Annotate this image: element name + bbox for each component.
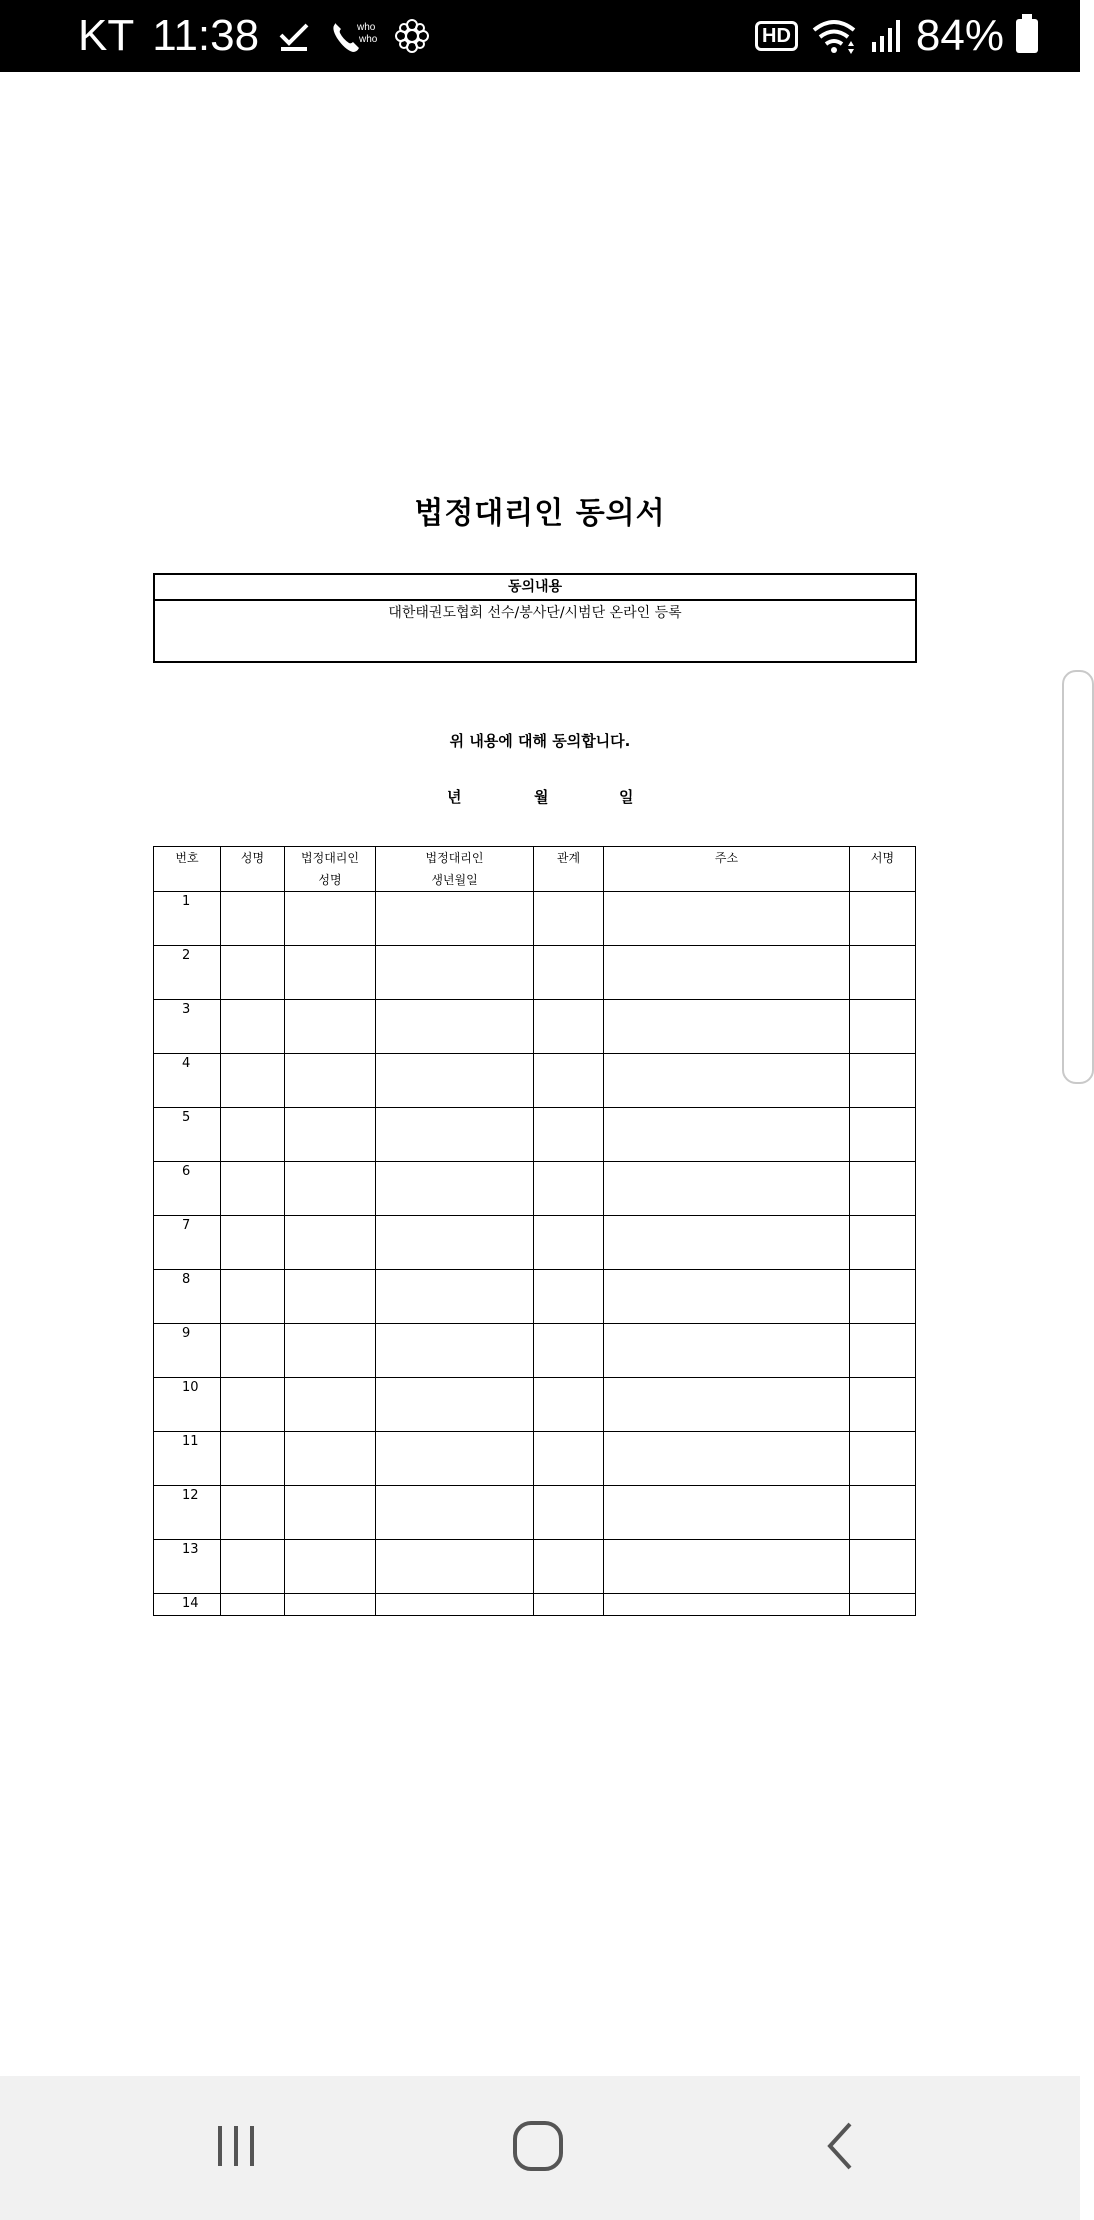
battery-icon: [1016, 19, 1038, 53]
table-cell: [376, 1270, 534, 1324]
table-cell: [850, 1108, 916, 1162]
table-cell: [221, 1108, 285, 1162]
check-icon: [277, 19, 311, 53]
scroll-handle[interactable]: [1062, 670, 1094, 1084]
table-cell: [221, 892, 285, 946]
table-cell: [850, 1270, 916, 1324]
table-cell: [604, 1540, 850, 1594]
table-cell: [604, 1594, 850, 1616]
date-month-label: 월: [534, 788, 549, 806]
table-cell: [376, 1540, 534, 1594]
row-number: 5: [154, 1108, 221, 1162]
table-cell: [221, 1540, 285, 1594]
table-cell: [285, 1270, 376, 1324]
table-cell: [285, 1162, 376, 1216]
status-right: [755, 0, 1038, 72]
table-cell: [285, 892, 376, 946]
table-cell: [376, 1432, 534, 1486]
table-cell: [376, 1162, 534, 1216]
table-cell: [850, 1216, 916, 1270]
signal-icon: [870, 18, 904, 54]
consent-content: 대한태권도협회 선수/봉사단/시범단 온라인 등록: [388, 605, 682, 621]
row-number: 7: [154, 1216, 221, 1270]
table-cell: [285, 1108, 376, 1162]
table-row: [154, 1162, 916, 1216]
col-header-address: 주소: [604, 847, 850, 892]
recent-apps-button[interactable]: [176, 2076, 296, 2220]
row-number: 8: [154, 1270, 221, 1324]
row-number: 2: [154, 946, 221, 1000]
table-cell: [604, 892, 850, 946]
table-cell: [221, 1054, 285, 1108]
table-cell: [285, 1000, 376, 1054]
date-day-label: 일: [619, 788, 634, 806]
navigation-bar: [0, 2076, 1080, 2220]
table-cell: [604, 1432, 850, 1486]
row-number: 13: [154, 1540, 221, 1594]
table-cell: [221, 1432, 285, 1486]
hd-voice-icon: HD: [755, 21, 798, 51]
clock: 11:38: [152, 11, 260, 60]
row-number: 1: [154, 892, 221, 946]
table-cell: [534, 946, 604, 1000]
table-row: [154, 946, 916, 1000]
table-cell: [285, 1594, 376, 1616]
table-row: [154, 1486, 916, 1540]
agree-statement: 위 내용에 대해 동의합니다.: [449, 732, 631, 750]
table-cell: [221, 1378, 285, 1432]
table-cell: [850, 892, 916, 946]
table-cell: [604, 1270, 850, 1324]
table-cell: [376, 1054, 534, 1108]
table-cell: [221, 1270, 285, 1324]
table-cell: [534, 1162, 604, 1216]
back-button[interactable]: [780, 2076, 900, 2220]
table-cell: [604, 1378, 850, 1432]
table-cell: [534, 1108, 604, 1162]
consent-header: 동의내용: [155, 575, 915, 601]
row-number: 6: [154, 1162, 221, 1216]
table-cell: [604, 1324, 850, 1378]
table-cell: [604, 1486, 850, 1540]
table-row: [154, 1432, 916, 1486]
recent-apps-icon: [212, 2122, 260, 2174]
col-header-guardian-birthdate: 법정대리인 생년월일: [376, 847, 534, 892]
table-cell: [221, 946, 285, 1000]
table-cell: [850, 1594, 916, 1616]
table-cell: [285, 946, 376, 1000]
table-cell: [376, 1594, 534, 1616]
row-number: 10: [154, 1378, 221, 1432]
table-cell: [376, 1000, 534, 1054]
table-cell: [534, 1054, 604, 1108]
table-row: [154, 1324, 916, 1378]
table-row: [154, 1000, 916, 1054]
col-header-relation: 관계: [534, 847, 604, 892]
table-row: [154, 1378, 916, 1432]
col-header-name: 성명: [221, 847, 285, 892]
table-cell: [534, 1540, 604, 1594]
table-cell: [534, 1270, 604, 1324]
row-number: 12: [154, 1486, 221, 1540]
table-cell: [285, 1054, 376, 1108]
carrier-label: KT: [78, 11, 135, 60]
table-cell: [221, 1162, 285, 1216]
table-cell: [376, 1324, 534, 1378]
table-cell: [534, 1216, 604, 1270]
table-cell: [376, 1108, 534, 1162]
table-cell: [285, 1432, 376, 1486]
table-row: [154, 1054, 916, 1108]
table-cell: [221, 1324, 285, 1378]
table-cell: [850, 1486, 916, 1540]
table-cell: [604, 946, 850, 1000]
consent-box: [153, 573, 917, 663]
table-cell: [285, 1486, 376, 1540]
table-cell: [376, 946, 534, 1000]
table-cell: [221, 1486, 285, 1540]
table-cell: [534, 892, 604, 946]
who-call-icon: [329, 16, 378, 56]
status-bar: [0, 0, 1080, 72]
home-icon: [512, 2120, 564, 2176]
row-number: 14: [154, 1594, 221, 1616]
document-title: 법정대리인 동의서: [414, 496, 666, 531]
col-header-signature: 서명: [850, 847, 916, 892]
table-cell: [850, 1432, 916, 1486]
row-number: 4: [154, 1054, 221, 1108]
table-cell: [534, 1594, 604, 1616]
signers-table: [153, 846, 916, 1616]
table-cell: [376, 1216, 534, 1270]
table-cell: [604, 1054, 850, 1108]
svg-text:who: who: [359, 34, 378, 45]
table-row: [154, 1108, 916, 1162]
table-cell: [850, 1378, 916, 1432]
table-row: [154, 1216, 916, 1270]
table-cell: [604, 1000, 850, 1054]
table-row: [154, 1540, 916, 1594]
table-cell: [604, 1162, 850, 1216]
document-viewer[interactable]: [0, 72, 1080, 2076]
svg-text:who: who: [357, 22, 376, 33]
table-cell: [604, 1108, 850, 1162]
table-cell: [534, 1324, 604, 1378]
table-cell: [534, 1378, 604, 1432]
table-cell: [285, 1378, 376, 1432]
table-cell: [285, 1216, 376, 1270]
table-cell: [221, 1594, 285, 1616]
battery-percent: 84%: [915, 11, 1004, 60]
table-cell: [604, 1216, 850, 1270]
table-header-row: [154, 847, 916, 892]
table-cell: [221, 1216, 285, 1270]
table-cell: [850, 1324, 916, 1378]
table-cell: [221, 1000, 285, 1054]
row-number: 3: [154, 1000, 221, 1054]
table-cell: [850, 946, 916, 1000]
flower-icon: [393, 17, 431, 55]
wifi-icon: [810, 16, 858, 56]
table-cell: [285, 1324, 376, 1378]
back-icon: [822, 2120, 858, 2176]
table-row: [154, 1594, 916, 1616]
table-cell: [850, 1162, 916, 1216]
home-button[interactable]: [478, 2076, 598, 2220]
table-cell: [534, 1486, 604, 1540]
table-row: [154, 1270, 916, 1324]
table-cell: [850, 1540, 916, 1594]
col-header-guardian-name: 법정대리인 성명: [285, 847, 376, 892]
table-cell: [376, 892, 534, 946]
table-row: [154, 892, 916, 946]
table-cell: [534, 1000, 604, 1054]
col-header-number: 번호: [154, 847, 221, 892]
row-number: 9: [154, 1324, 221, 1378]
table-cell: [534, 1432, 604, 1486]
table-cell: [285, 1540, 376, 1594]
row-number: 11: [154, 1432, 221, 1486]
table-cell: [376, 1486, 534, 1540]
status-left: [78, 0, 431, 72]
table-cell: [376, 1378, 534, 1432]
table-cell: [850, 1054, 916, 1108]
table-cell: [850, 1000, 916, 1054]
date-year-label: 년: [447, 788, 462, 806]
